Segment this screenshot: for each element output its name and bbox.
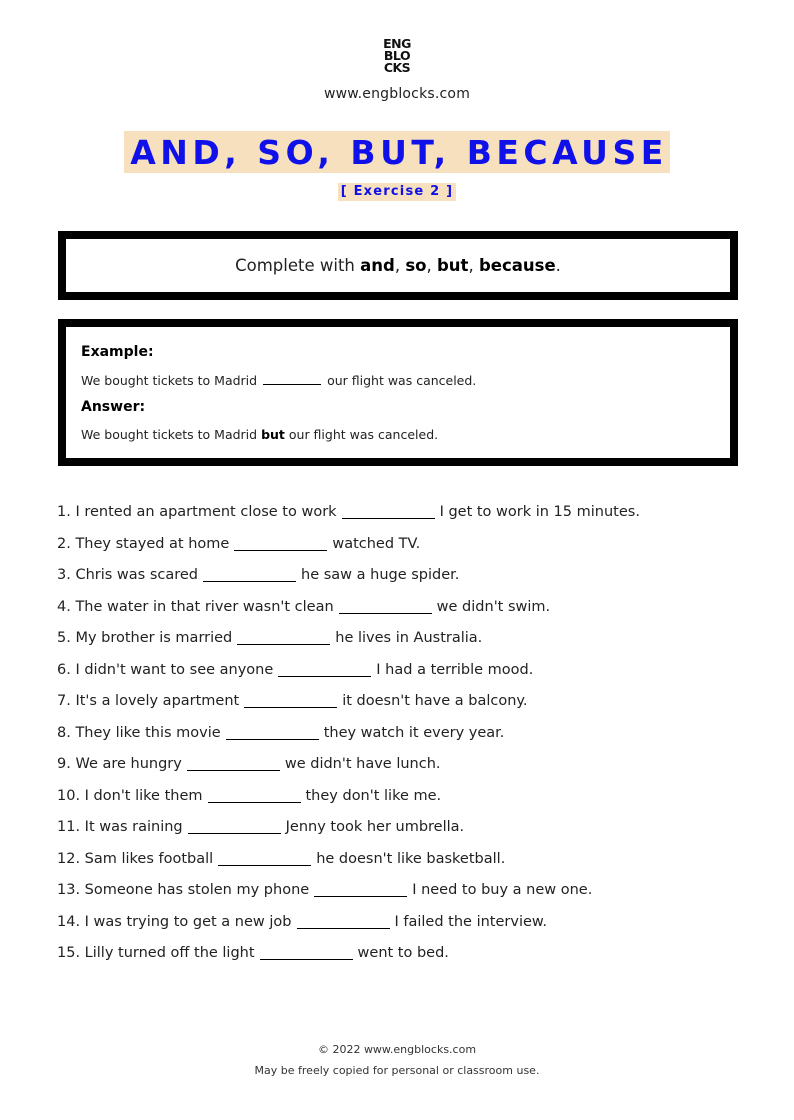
- question-number: 10.: [57, 787, 81, 804]
- answer-before: We bought tickets to Madrid: [81, 427, 262, 442]
- question-item: [57, 567, 459, 583]
- question-before: Chris was scared: [75, 567, 199, 583]
- instruction-sep: ,: [394, 256, 406, 275]
- question-item: [57, 914, 547, 930]
- question-item: [57, 630, 482, 646]
- instruction-box: [58, 231, 738, 300]
- answer-word: but: [261, 427, 285, 442]
- page-title-text: AND, SO, BUT, BECAUSE: [124, 131, 670, 173]
- page-title: [0, 131, 794, 173]
- answer-blank[interactable]: [218, 864, 311, 866]
- exercise-label-text: [ Exercise 2 ]: [338, 183, 457, 201]
- answer-blank[interactable]: [226, 738, 319, 740]
- question-before: I don't like them: [84, 787, 203, 804]
- example-box: [58, 319, 738, 466]
- question-item: [57, 599, 550, 615]
- question-after: Jenny took her umbrella.: [285, 819, 465, 835]
- question-number: 11.: [57, 819, 81, 835]
- word-so: so: [405, 256, 427, 275]
- answer-blank[interactable]: [187, 769, 280, 771]
- word-and: and: [360, 256, 395, 275]
- engblocks-logo: [0, 38, 794, 74]
- answer-blank[interactable]: [234, 549, 327, 551]
- answer-blank[interactable]: [260, 958, 353, 960]
- question-item: [57, 756, 441, 772]
- instruction-prefix: Complete with: [235, 256, 361, 275]
- question-after: I get to work in 15 minutes.: [439, 504, 640, 520]
- answer-blank[interactable]: [342, 517, 435, 519]
- question-before: The water in that river wasn't clean: [75, 598, 334, 615]
- question-number: 6.: [57, 661, 71, 678]
- question-after: he lives in Australia.: [335, 630, 483, 646]
- question-after: I need to buy a new one.: [412, 882, 593, 898]
- question-before: I rented an apartment close to work: [75, 504, 337, 520]
- question-item: [57, 662, 533, 678]
- question-item: [57, 788, 441, 804]
- logo-line-1: ENG: [383, 36, 411, 51]
- question-after: it doesn't have a balcony.: [342, 693, 528, 709]
- question-item: [57, 504, 640, 520]
- answer-blank[interactable]: [278, 675, 371, 677]
- question-before: I didn't want to see anyone: [75, 661, 274, 678]
- question-number: 1.: [57, 504, 71, 520]
- answer-blank[interactable]: [297, 927, 390, 929]
- instruction-sep: ,: [426, 256, 437, 275]
- question-after: I failed the interview.: [394, 913, 548, 930]
- question-before: My brother is married: [75, 630, 233, 646]
- footer-note: May be freely copied for personal or classroom use.: [254, 1064, 540, 1077]
- question-after: they watch it every year.: [323, 724, 505, 741]
- question-number: 14.: [57, 913, 81, 930]
- site-url: www.engblocks.com: [323, 86, 471, 102]
- answer-blank[interactable]: [314, 895, 407, 897]
- question-item: [57, 536, 420, 552]
- question-number: 2.: [57, 535, 71, 552]
- question-before: It's a lovely apartment: [75, 693, 240, 709]
- question-number: 12.: [57, 850, 81, 867]
- answer-blank[interactable]: [244, 706, 337, 708]
- question-after: we didn't have lunch.: [284, 756, 441, 772]
- question-before: They stayed at home: [75, 535, 230, 552]
- exercise-label: [0, 180, 794, 201]
- question-before: Sam likes football: [84, 850, 214, 867]
- example-before: We bought tickets to Madrid: [81, 373, 258, 388]
- answer-sentence: [81, 427, 438, 442]
- question-after: I had a terrible mood.: [376, 661, 534, 678]
- question-item: [57, 693, 528, 709]
- question-item: [57, 725, 504, 741]
- answer-label: Answer:: [81, 399, 146, 415]
- question-before: We are hungry: [75, 756, 182, 772]
- word-because: because: [478, 256, 556, 275]
- instruction-suffix: .: [555, 256, 561, 275]
- answer-blank[interactable]: [339, 612, 432, 614]
- example-sentence: [81, 372, 476, 388]
- question-item: [57, 851, 505, 867]
- question-number: 7.: [57, 693, 71, 709]
- question-after: they don't like me.: [305, 787, 442, 804]
- question-item: [57, 882, 592, 898]
- question-after: we didn't swim.: [436, 598, 551, 615]
- answer-blank[interactable]: [188, 832, 281, 834]
- answer-blank[interactable]: [203, 580, 296, 582]
- question-before: It was raining: [84, 819, 183, 835]
- question-after: he doesn't like basketball.: [316, 850, 506, 867]
- answer-after: our flight was canceled.: [284, 427, 439, 442]
- example-blank: [263, 372, 321, 385]
- answer-blank[interactable]: [208, 801, 301, 803]
- question-number: 13.: [57, 882, 81, 898]
- footer-copyright: © 2022 www.engblocks.com: [317, 1043, 477, 1056]
- instruction-sep: ,: [468, 256, 479, 275]
- question-before: Someone has stolen my phone: [84, 882, 310, 898]
- question-after: he saw a huge spider.: [301, 567, 460, 583]
- example-label: Example:: [81, 344, 154, 360]
- question-before: They like this movie: [75, 724, 221, 741]
- question-before: Lilly turned off the light: [84, 945, 255, 961]
- word-but: but: [437, 256, 469, 275]
- logo-line-3: CKS: [383, 60, 411, 75]
- question-number: 8.: [57, 724, 71, 741]
- logo-line-2: BLO: [383, 48, 411, 63]
- question-number: 9.: [57, 756, 71, 772]
- example-after: our flight was canceled.: [327, 373, 477, 388]
- answer-blank[interactable]: [237, 643, 330, 645]
- question-after: watched TV.: [332, 535, 421, 552]
- question-number: 5.: [57, 630, 71, 646]
- question-number: 15.: [57, 945, 81, 961]
- instruction-text: [235, 256, 561, 275]
- question-after: went to bed.: [357, 945, 449, 961]
- question-number: 3.: [57, 567, 71, 583]
- question-item: [57, 819, 464, 835]
- question-item: [57, 945, 449, 961]
- question-before: I was trying to get a new job: [84, 913, 292, 930]
- question-number: 4.: [57, 598, 71, 615]
